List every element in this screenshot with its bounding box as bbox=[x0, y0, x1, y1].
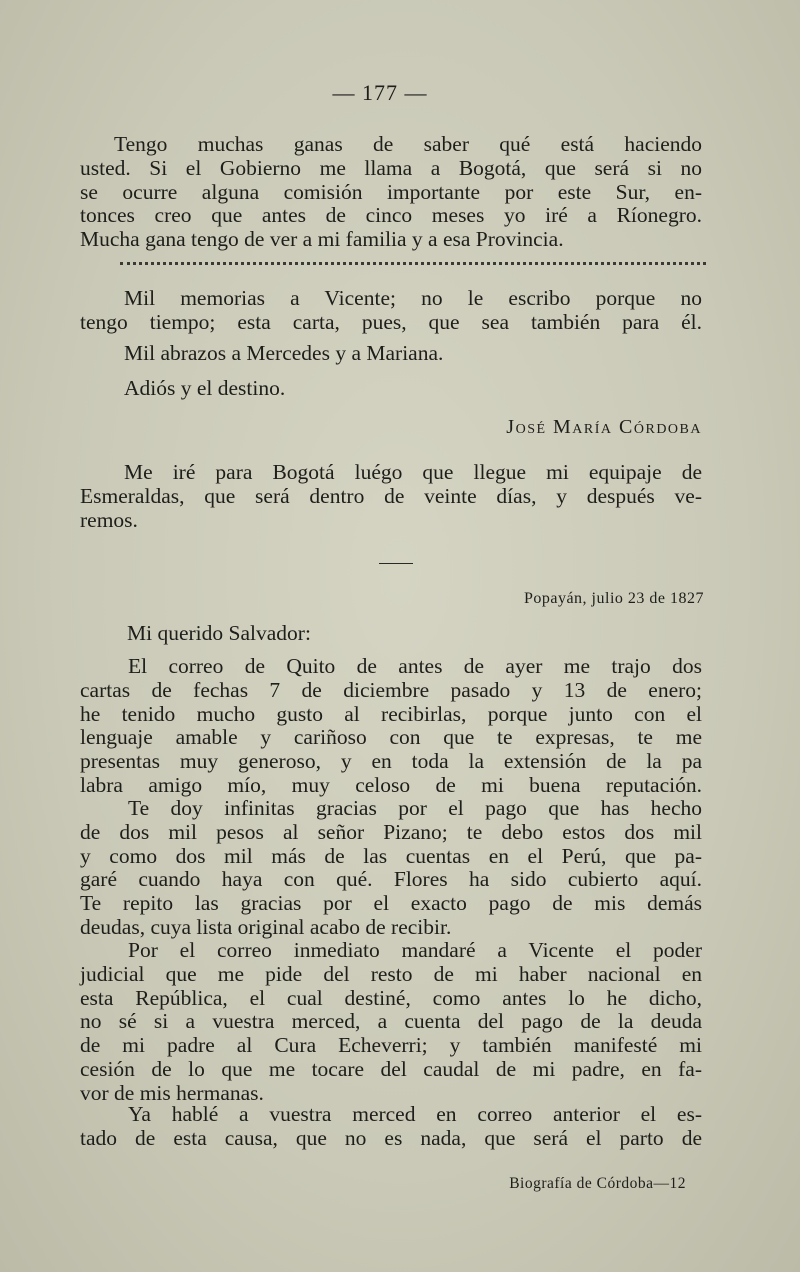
text-line: he tenido mucho gusto al recibirlas, porque junto con el bbox=[80, 701, 702, 726]
text-line: Esmeraldas, que será dentro de veinte días, y después ve- bbox=[80, 483, 702, 508]
paragraph-1 bbox=[80, 133, 702, 252]
text-line: lenguaje amable y cariñoso con que te expresas, te me bbox=[80, 725, 702, 750]
letter-2-paragraph-3 bbox=[80, 939, 702, 1106]
text-line: cartas de fechas 7 de diciembre pasado y 13 de enero; bbox=[80, 677, 702, 702]
text-line: Ya hablé a vuestra merced en correo anterior el es- bbox=[128, 1102, 702, 1126]
text-line: remos. bbox=[80, 507, 138, 532]
paragraph-3: Mil abrazos a Mercedes y a Mariana. bbox=[124, 341, 444, 365]
text-line: Por el correo inmediato mandaré a Vicente el poder bbox=[128, 938, 702, 962]
text-line: de mi padre al Cura Echeverri; y también manifesté mi bbox=[80, 1033, 702, 1058]
text-line: tado de esta causa, que no es nada, que será el parto de bbox=[80, 1125, 702, 1150]
page-number: — 177 — bbox=[332, 80, 428, 105]
letter-2-paragraph-2 bbox=[80, 797, 702, 940]
text-line: usted. Si el Gobierno me llama a Bogotá, que será si no bbox=[80, 155, 702, 180]
text-line: deudas, cuya lista original acabo de recibir. bbox=[80, 914, 452, 939]
text-line: Mucha gana tengo de ver a mi familia y a esa Provincia. bbox=[80, 227, 564, 252]
text-line: Te doy infinitas gracias por el pago que has hecho bbox=[128, 796, 702, 820]
text-line: tengo tiempo; esta carta, pues, que sea también para él. bbox=[80, 309, 702, 334]
text-line: presentas muy generoso, y en toda la extensión de la pa bbox=[80, 749, 702, 774]
text-line: Mil memorias a Vicente; no le escribo porque no bbox=[124, 286, 702, 310]
text-line: vor de mis hermanas. bbox=[80, 1080, 264, 1105]
text-line: y como dos mil más de las cuentas en el Perú, que pa- bbox=[80, 843, 702, 868]
section-rule bbox=[379, 563, 413, 564]
salutation: Mi querido Salvador: bbox=[127, 621, 311, 645]
paragraph-4: Adiós y el destino. bbox=[124, 376, 286, 400]
text-line: no sé si a vuestra merced, a cuenta del pago de la deuda bbox=[80, 1009, 702, 1034]
text-line: de dos mil pesos al señor Pizano; te debo estos dos mil bbox=[80, 819, 702, 844]
postscript bbox=[80, 461, 702, 532]
text-line: garé cuando haya con qué. Flores ha sido cubierto aquí. bbox=[80, 867, 702, 892]
text-line: judicial que me pide del resto de mi haber nacional en bbox=[80, 961, 702, 986]
letter-2-paragraph-4 bbox=[80, 1103, 702, 1151]
text-line: labra amigo mío, muy celoso de mi buena reputación. bbox=[80, 772, 702, 797]
ellipsis-divider bbox=[120, 262, 706, 265]
text-line: tonces creo que antes de cinco meses yo iré a Ríonegro. bbox=[80, 203, 702, 228]
text-line: Me iré para Bogotá luégo que llegue mi equipaje de bbox=[124, 460, 702, 484]
text-line: se ocurre alguna comisión importante por este Sur, en- bbox=[80, 179, 702, 204]
text-line: Te repito las gracias por el exacto pago de mis demás bbox=[80, 891, 702, 916]
paragraph-2 bbox=[80, 287, 702, 335]
text-line: esta República, el cual destiné, como antes lo he dicho, bbox=[80, 985, 702, 1010]
text-line: El correo de Quito de antes de ayer me trajo dos bbox=[128, 654, 702, 678]
signature: José María Córdoba bbox=[506, 416, 702, 438]
letter-date: Popayán, julio 23 de 1827 bbox=[523, 590, 704, 607]
text-line: cesión de lo que me tocare del caudal de mi padre, en fa- bbox=[80, 1056, 702, 1081]
text-line: Tengo muchas ganas de saber qué está haciendo bbox=[114, 132, 702, 156]
letter-2-paragraph-1 bbox=[80, 655, 702, 798]
footer-signature: Biografía de Córdoba—12 bbox=[509, 1175, 686, 1192]
